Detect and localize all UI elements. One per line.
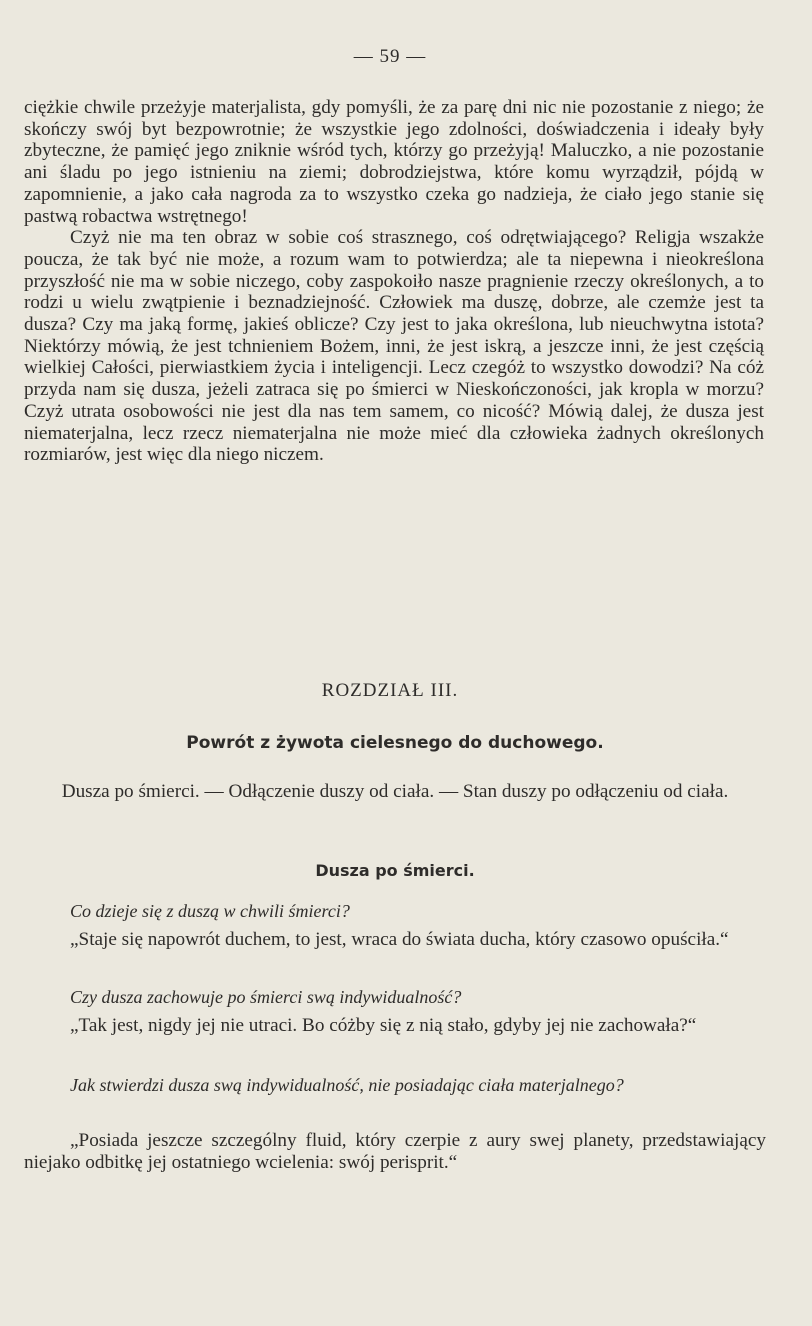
answer-text: „Posiada jeszcze szczególny fluid, który czerpie z aury swej planety, przedstawiający niejako odbitkę jej ostatniego wcielenia: swój perisprit.“ — [24, 1130, 766, 1173]
section-heading: Dusza po śmierci. — [315, 861, 475, 880]
qa-question — [24, 986, 766, 1008]
qa-question — [24, 900, 766, 922]
qa-question — [24, 1074, 766, 1096]
body-paragraph: ciężkie chwile przeżyje materjalista, gdy pomyśli, że za parę dni nic nie pozostanie z niego; że skończy swój byt bezpowrotnie; że wszystkie jego zdolności, doświadczenia i ideały były zbyteczne, że pamięć jego zniknie wśród tych, którzy go przeżyją! Maluczko, a nie pozostanie ani śladu po jego istnieniu na ziemi; dobrodziejstwa, które komu wyrządził, pójdą w zapomnienie, a jako cała nagroda za to wszystko czeka go nadzieja, że ciało jego stanie się pastwą robactwa wstrętnego! — [24, 97, 764, 227]
answer-text: „Staje się napowrót duchem, to jest, wraca do świata ducha, który czasowo opuściła.“ — [70, 929, 729, 950]
question-text: Jak stwierdzi dusza swą indywidualność, nie posiadając ciała materjalnego? — [70, 1075, 624, 1095]
page-number: — 59 — — [353, 46, 427, 67]
body-paragraph: Czyż nie ma ten obraz w sobie coś strasznego, coś odrętwiającego? Religja wszakże poucza, że tak być nie może, a rozum wam to potwierdza; ale ta niepewna i nieokreślona przyszłość nie ma w sobie niczego, coby zaspokoiło nasze pragnienie rzeczy określonych, a to rodzi u wielu zwątpienie i beznadziejność. Człowiek ma duszę, dobrze, ale czemże jest ta dusza? Czy ma jaką formę, jakieś oblicze? Czy jest to jaka określona, lub nieuchwytna istota? Niektórzy mówią, że jest tchnieniem Bożem, inni, że jest iskrą, a jeszcze inni, że jest częścią wielkiej Całości, pierwiastkiem życia i inteligencji. Lecz czegóż to wszystko dowodzi? Na cóż przyda nam się dusza, jeżeli zatraca się po śmierci w Nieskończoności, jak kropla w morzu? Czyż utrata osobowości nie jest dla nas tem samem, co nicość? Mówią dalej, że dusza jest niematerjalna, lecz rzecz niematerjalna nie może mieć dla człowieka żadnych określonych rozmiarów, jest więc dla niego niczem. — [24, 227, 764, 466]
chapter-subtitle: Powrót z żywota cielesnego do duchowego. — [186, 733, 604, 753]
qa-answer — [24, 1015, 766, 1037]
body-text — [24, 97, 764, 466]
qa-answer — [24, 929, 766, 951]
question-text: Czy dusza zachowuje po śmierci swą indywidualność? — [70, 987, 462, 1007]
qa-answer — [24, 1130, 766, 1174]
chapter-heading: ROZDZIAŁ III. — [321, 680, 459, 701]
chapter-summary: Dusza po śmierci. — Odłączenie duszy od ciała. — Stan duszy po odłączeniu od ciała. — [61, 781, 729, 802]
question-text: Co dzieje się z duszą w chwili śmierci? — [70, 901, 350, 921]
answer-text: „Tak jest, nigdy jej nie utraci. Bo cóżby się z nią stało, gdyby jej nie zachowała?“ — [70, 1015, 697, 1036]
